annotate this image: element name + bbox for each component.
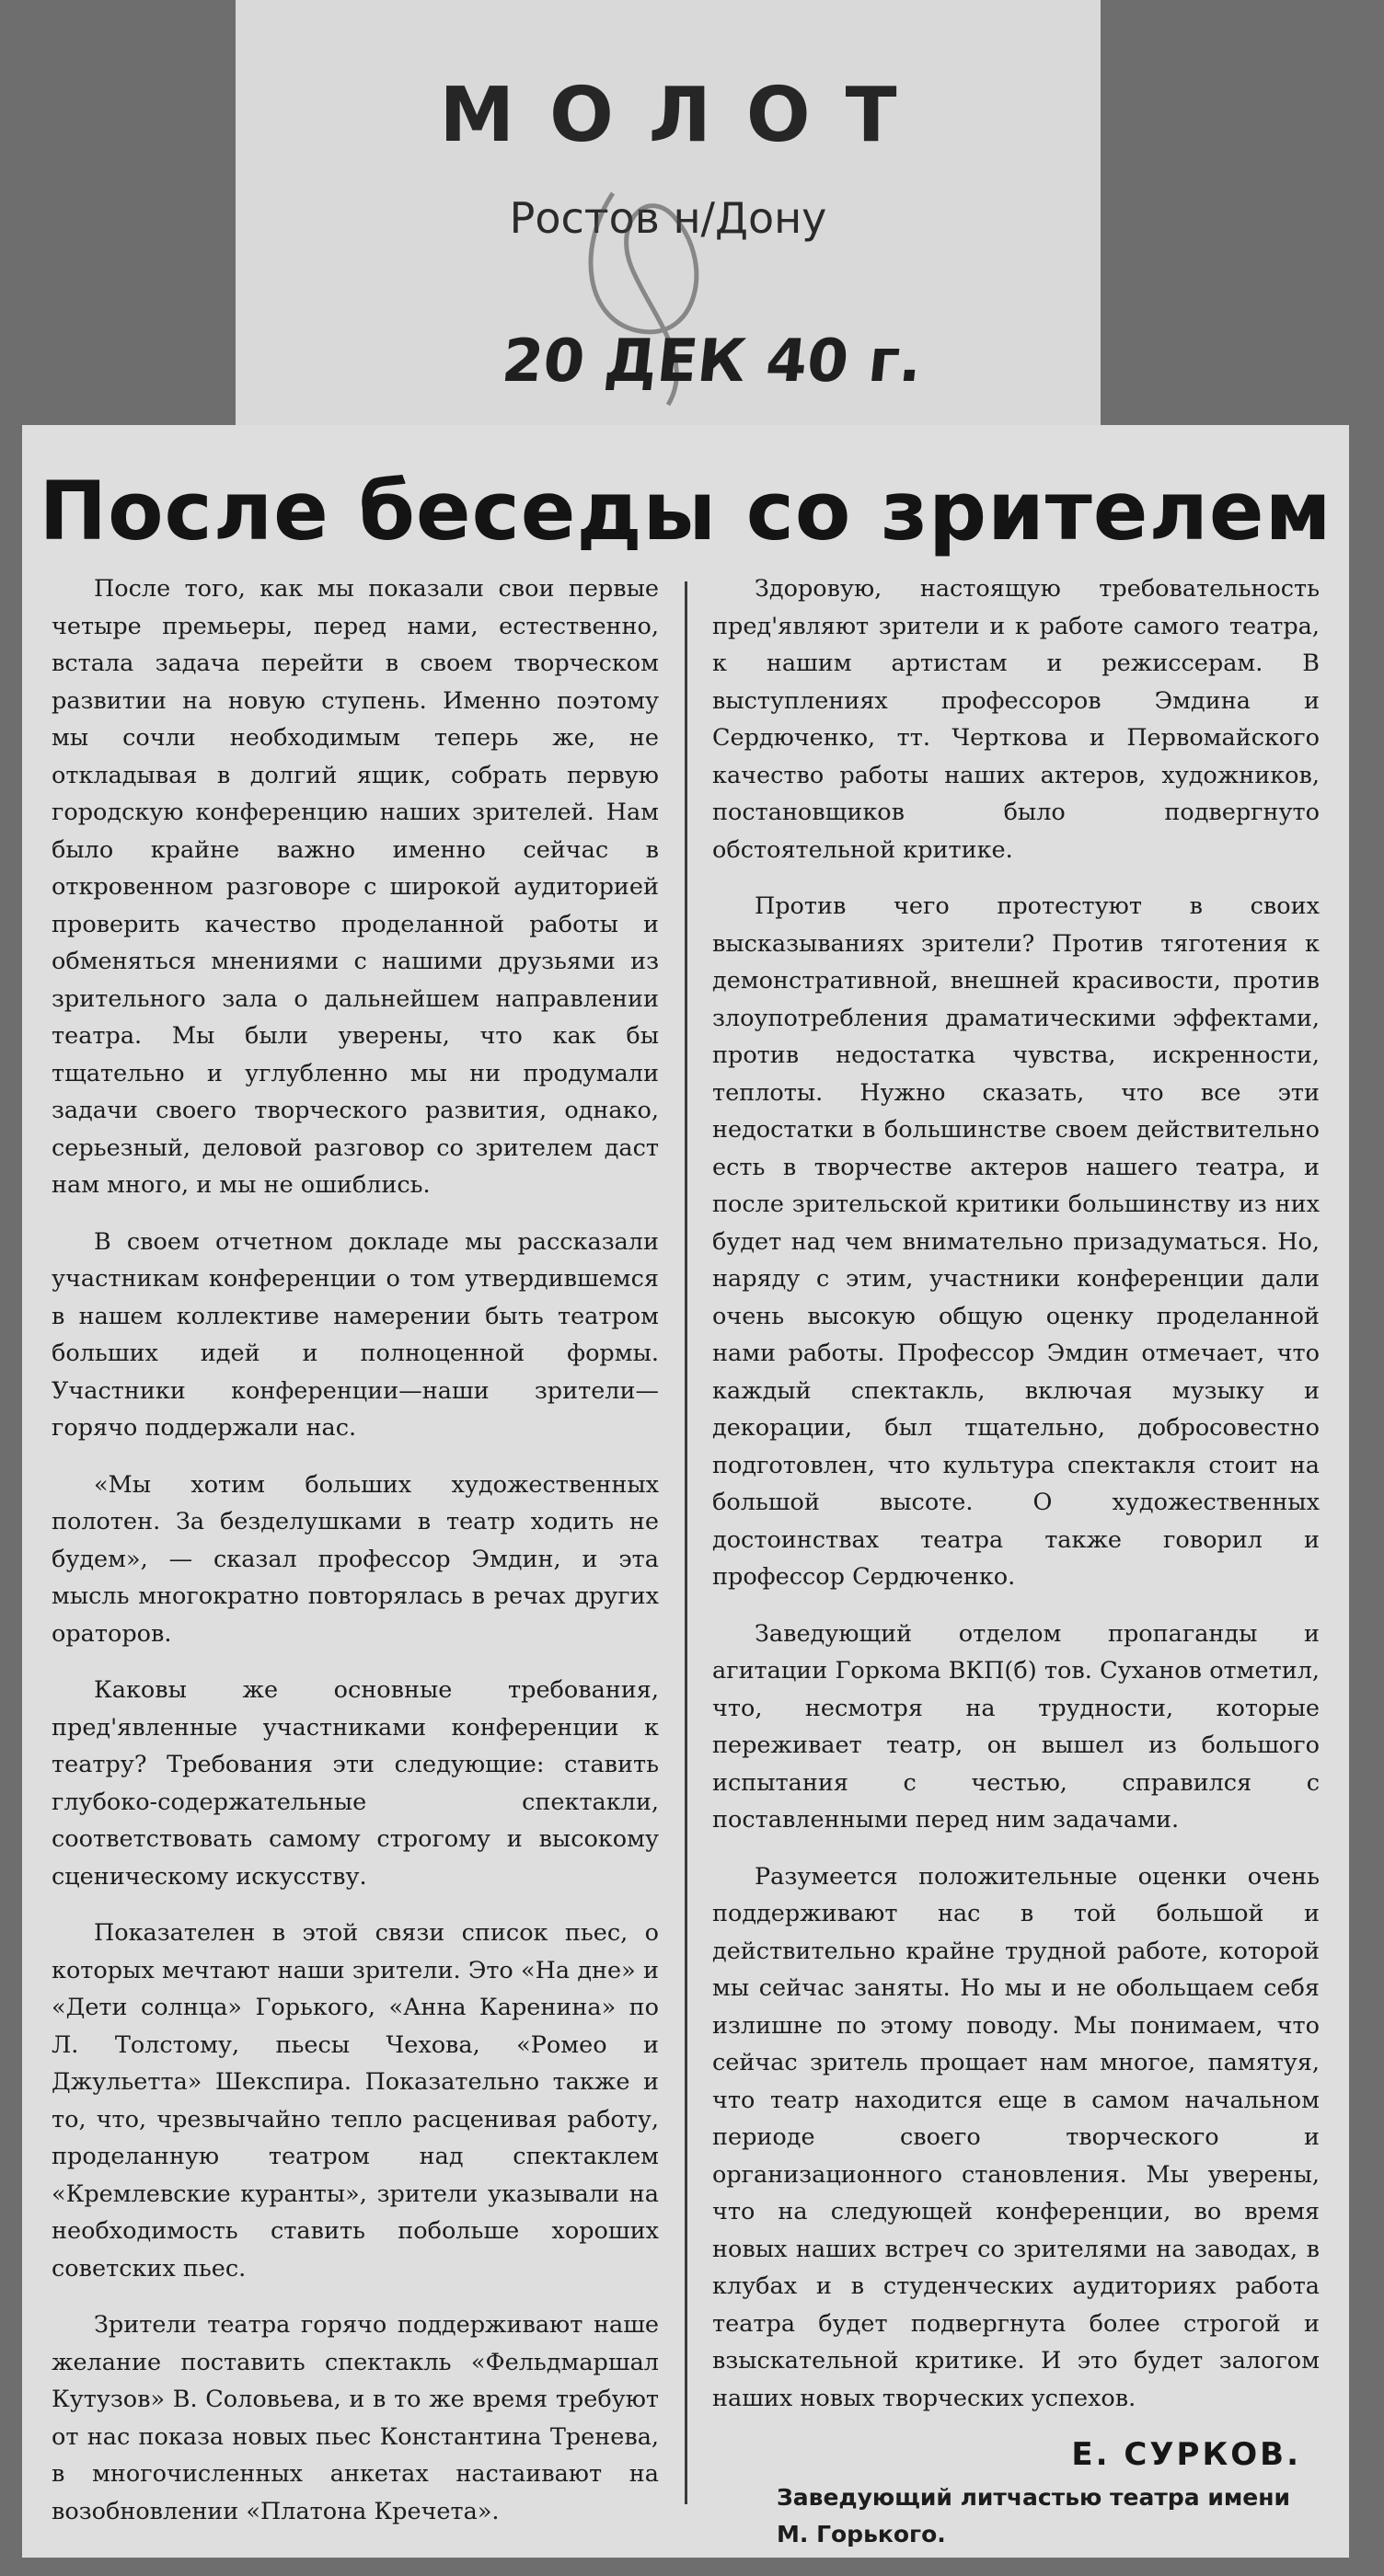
- newspaper-title: МОЛОТ: [439, 72, 932, 159]
- author-title-line: М. Горького.: [777, 2520, 946, 2547]
- article-headline: После беседы со зрителем: [39, 464, 1332, 558]
- article-column-left: [52, 570, 659, 2549]
- paragraph: Зрители театра горячо поддерживают наше желание поставить спектакль «Фельдмаршал Кутузов» В. Соловьева, и в то же время требуют от нас показа новых пьес Константина Тренева, в многочисленных анкетах настаивают на возобновлении «Платона Кречета».: [52, 2311, 659, 2525]
- paragraph: Против чего протестуют в своих высказываниях зрители? Против тяготения к демонстративной, внешней красивости, против злоупотребления драматическими эффектами, против недостатка чувства, искренности, теплоты. Нужно сказать, что все эти недостатки в большинстве своем действительно есть в творчестве актеров нашего театра, и после зрительской критики большинству из них будет над чем внимательно призадуматься. Но, наряду с этим, участники конференции дали очень высокую общую оценку проделанной нами работы. Профессор Эмдин отмечает, что каждый спектакль, включая музыку и декорации, был тщательно, добросовестно подготовлен, что культура спектакля стоит на большой высоте. О художественных достоинствах театра также говорил и профессор Сердюченко.: [712, 892, 1320, 1591]
- paragraph: В своем отчетном докладе мы рассказали участникам конференции о том утвердившемся в нашем коллективе намерении быть театром больших идей и полноценной формы. Участники конференции—наши зрители—горячо поддержали нас.: [52, 1227, 659, 1442]
- author-title-line: Заведующий литчастью театра имени: [777, 2483, 1291, 2511]
- article-clipping: [22, 425, 1349, 2558]
- paragraph: Каковы же основные требования, пред'явленные участниками конференции к театру? Требования эти следующие: ставить глубоко-содержательные спектакли, соответствовать самому строгому и высокому сценическому искусству.: [52, 1676, 659, 1891]
- paragraph: «Мы хотим больших художественных полотен. За безделушками в театр ходить не будем», — сказал профессор Эмдин, и эта мысль многократно повторялась в речах других ораторов.: [52, 1470, 659, 1648]
- author-title: [712, 2479, 1320, 2553]
- author-signature: Е. СУРКОВ.: [1071, 2436, 1301, 2473]
- article-column-right: [712, 570, 1320, 2553]
- newspaper-city: Ростов н/Дону: [509, 193, 827, 243]
- masthead-label: [236, 0, 1101, 432]
- paragraph: Разумеется положительные оценки очень поддерживают нас в той большой и действительно крайне трудной работе, которой мы сейчас заняты. Но мы и не обольщаем себя излишне по этому поводу. Мы понимаем, что сейчас зритель прощает нам многое, памятуя, что театр находится еще в самом начальном периоде своего творческого и организационного становления. Мы уверены, что на следующей конференции, во время новых наших встреч со зрителями на заводах, в клубах и в студенческих аудиториях работа театра будет подвергнута более строгой и взыскательной критике. И это будет залогом наших новых творческих успехов.: [712, 1862, 1320, 2412]
- date-stamp: 20 ДЕК 40 г.: [499, 328, 926, 396]
- column-divider: [685, 581, 687, 2504]
- paragraph: После того, как мы показали свои первые четыре премьеры, перед нами, естественно, встала задача перейти в своем творческом развитии на новую ступень. Именно поэтому мы сочли необходимым теперь же, не откладывая в долгий ящик, собрать первую городскую конференцию наших зрителей. Нам было крайне важно именно сейчас в откровенном разговоре с широкой аудиторией проверить качество проделанной работы и обменяться мнениями с нашими друзьями из зрительного зала о дальнейшем направлении театра. Мы были уверены, что как бы тщательно и углубленно мы ни продумали задачи своего творческого развития, однако, серьезный, деловой разговор со зрителем даст нам много, и мы не ошиблись.: [52, 575, 659, 1199]
- paragraph: Заведующий отделом пропаганды и агитации Горкома ВКП(б) тов. Суханов отметил, что, несмотря на трудности, которые переживает театр, он вышел из большого испытания с честью, справился с поставленными перед ним задачами.: [712, 1619, 1320, 1834]
- paragraph: Показателен в этой связи список пьес, о которых мечтают наши зрители. Это «На дне» и «Дети солнца» Горького, «Анна Каренина» по Л. Толстому, пьесы Чехова, «Ромео и Джульетта» Шекспира. Показательно также и то, что, чрезвычайно тепло расценивая работу, проделанную театром над спектаклем «Кремлевские куранты», зрители указывали на необходимость ставить побольше хороших советских пьес.: [52, 1919, 659, 2283]
- paragraph: Здоровую, настоящую требовательность пред'являют зрители и к работе самого театра, к нашим артистам и режиссерам. В выступлениях профессоров Эмдина и Сердюченко, тт. Черткова и Первомайского качество работы наших актеров, художников, постановщиков было подвергнуто обстоятельной критике.: [712, 575, 1320, 864]
